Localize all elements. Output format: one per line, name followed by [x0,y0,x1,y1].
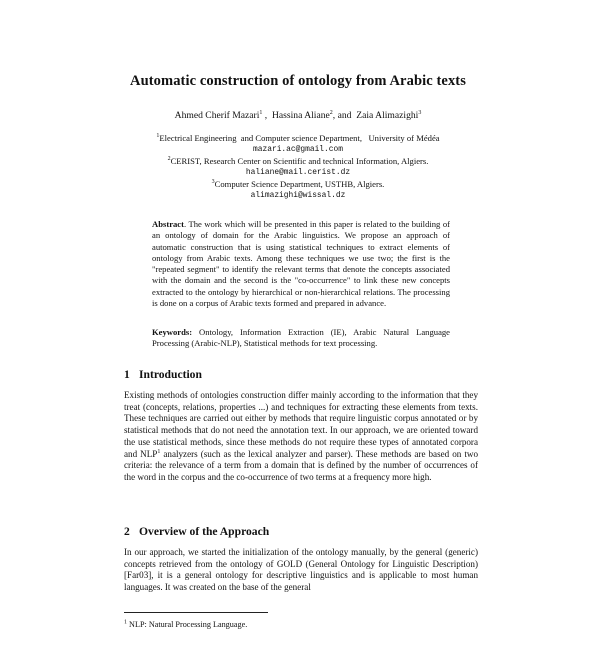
keywords [152,327,450,350]
section-paragraph [124,390,478,484]
author-separator: , [262,110,272,121]
paragraph-text: Existing methods of ontologies construction differ mainly according to the information that they treat (concepts, relations, properties ...) and techniques for extracting these elements from texts. These techniques are carried out either by methods that require linguistic corpus annotated or by statistical methods that do not need the annotation text. In our approach, we are oriented toward the use statistical methods, since these methods do not require these types of annotated corpora and NLP [124,390,478,459]
footnote-text: NLP: Natural Processing Language. [127,620,248,629]
paragraph-text: In our approach, we started the initialization of the ontology manually, by the general (generic) concepts retrieved from the ontology of GOLD (General Ontology for Linguistic Description) [Far03], it is a general ontology for descriptive linguistics and is applicable to most human languages. It was created on the base of the general [124,547,478,593]
affil-mark: 1 [156,133,160,140]
keywords-label: Keywords: [152,327,193,337]
email-link[interactable]: alimazighi@wissal.dz [250,191,346,201]
author-affil-mark: 1 [259,109,263,116]
author-name: Hassina Aliane [271,110,330,121]
footnote [124,620,478,629]
footnote-divider [124,612,268,613]
affiliation-text: Electrical Engineering and Computer science Department, University of Médéa [159,133,440,143]
email-link[interactable]: haliane@mail.cerist.dz [245,168,351,178]
author-name: Ahmed Cherif Mazari [174,110,260,121]
keywords-text: Ontology, Information Extraction (IE), Arabic Natural Language Processing (Arabic-NLP), Statistical methods for text processing. [152,327,450,349]
paper-title: Automatic construction of ontology from Arabic texts [130,73,466,89]
affiliation-text: Computer Science Department, USTHB, Algiers. [214,178,385,189]
section-number: 1 [124,368,130,381]
footnote-number: 1 [124,619,127,626]
affiliation [0,156,596,167]
author-affil-mark: 2 [329,109,333,116]
paragraph-text: analyzers (such as the lexical analyzer and parser). These methods are based on two criteria: the relevance of a term from a domain that is defined by the number of occurrences of the word in the corpus and the co-occurrence of two terms at a frequency more high. [124,448,478,482]
author-name: Zaia Alimazighi [356,110,419,121]
affil-mark: 2 [167,155,171,162]
footnote-mark[interactable]: 1 [157,448,161,455]
abstract [152,219,450,309]
section-number: 2 [124,525,130,538]
section-paragraph [124,547,478,594]
author-list [0,110,596,121]
author-separator: , and [332,110,357,121]
affiliation [0,133,596,144]
affiliation-list [0,133,596,201]
section-heading [124,368,202,381]
abstract-text: . The work which will be presented in this paper is related to the building of an ontology of domain for the Arabic linguistics. We propose an approach of automatic construction that is using statistical techniques to extract elements of ontology from Arabic texts. Among these techniques we use two; the first is the "repeated segment" to identify the relevant terms that denote the concepts associated with the domain and the second is the "co-occurrence" to link these new concepts extracted to the ontology by hierarchical or non-hierarchical relations. The processing is done on a corpus of Arabic texts formed and prepared in advance. [152,219,450,309]
affil-mark: 3 [211,178,215,185]
section-title: Overview of the Approach [139,525,270,538]
section-heading [124,525,269,538]
email-link[interactable]: mazari.ac@gmail.com [253,145,343,155]
author-affil-mark: 3 [418,109,422,116]
section-title: Introduction [139,368,202,381]
abstract-label: Abstract [152,219,184,229]
affiliation-text: CERIST, Research Center on Scientific and technical Information, Algiers. [170,155,429,166]
affiliation [0,179,596,190]
